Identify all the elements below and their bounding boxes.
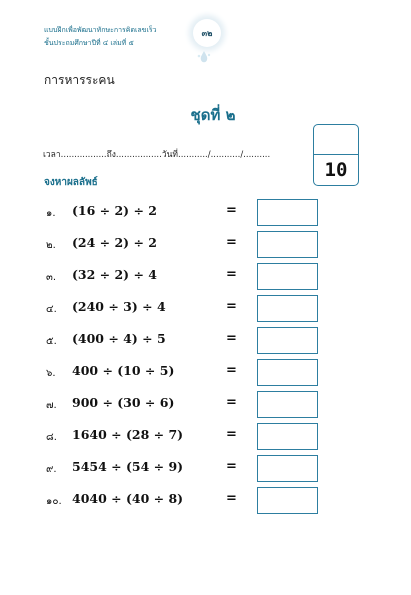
equals-sign: = [226,331,237,346]
equals-sign: = [226,427,237,442]
equals-sign: = [226,491,237,506]
problem-number: ๙. [46,464,57,475]
equals-sign: = [226,395,237,410]
score-box [313,124,359,186]
header-line-1: แบบฝึกเพื่อพัฒนาทักษะการคิดเลขเร็ว [44,26,157,34]
page-number-badge [193,19,221,47]
problem-number: ๖. [46,368,56,379]
instruction: จงหาผลลัพธ์ [44,177,98,188]
problem-row [0,295,411,323]
problem-expression: (16 ÷ 2) ÷ 2 [72,203,157,218]
problem-row [0,231,411,259]
problem-row [0,423,411,451]
answer-box[interactable] [257,231,318,258]
problem-expression: (400 ÷ 4) ÷ 5 [72,331,166,346]
problem-expression: (240 ÷ 3) ÷ 4 [72,299,166,314]
answer-box[interactable] [257,455,318,482]
answer-box[interactable] [257,199,318,226]
problem-number: ๒. [46,240,56,251]
water-splash-icon [196,50,212,64]
equals-sign: = [226,363,237,378]
equals-sign: = [226,203,237,218]
page-number: ๓๒ [201,28,213,38]
answer-box[interactable] [257,295,318,322]
header-line-2: ชั้นประถมศึกษาปีที่ ๔ เล่มที่ ๕ [44,39,134,47]
problem-expression: 1640 ÷ (28 ÷ 7) [72,427,184,442]
time-date-line: เวลา.................ถึง.................วันที่.........../.........../.......... [43,150,271,160]
problem-expression: 5454 ÷ (54 ÷ 9) [72,459,184,474]
problem-number: ๔. [46,304,57,315]
problem-expression: (32 ÷ 2) ÷ 4 [72,267,157,282]
problem-expression: 900 ÷ (30 ÷ 6) [72,395,175,410]
answer-box[interactable] [257,263,318,290]
problem-number: ๓. [46,272,57,283]
problem-number: ๑๐. [46,496,62,507]
problem-expression: 4040 ÷ (40 ÷ 8) [72,491,184,506]
equals-sign: = [226,267,237,282]
problem-row [0,391,411,419]
problem-row [0,263,411,291]
problem-number: ๑. [46,208,56,219]
problem-expression: 400 ÷ (10 ÷ 5) [72,363,175,378]
problem-number: ๕. [46,336,57,347]
answer-box[interactable] [257,359,318,386]
problem-row [0,359,411,387]
set-title: ชุดที่ ๒ [190,106,236,124]
problem-row [0,455,411,483]
problem-number: ๗. [46,400,57,411]
problem-row [0,327,411,355]
problem-row [0,487,411,515]
problem-number: ๘. [46,432,57,443]
equals-sign: = [226,459,237,474]
total-score: 10 [324,159,348,181]
subject-title: การหารระคน [44,73,115,87]
equals-sign: = [226,235,237,250]
answer-box[interactable] [257,423,318,450]
problem-row [0,199,411,227]
problem-expression: (24 ÷ 2) ÷ 2 [72,235,157,250]
answer-box[interactable] [257,391,318,418]
answer-box[interactable] [257,487,318,514]
score-input-area[interactable] [314,125,358,155]
equals-sign: = [226,299,237,314]
answer-box[interactable] [257,327,318,354]
